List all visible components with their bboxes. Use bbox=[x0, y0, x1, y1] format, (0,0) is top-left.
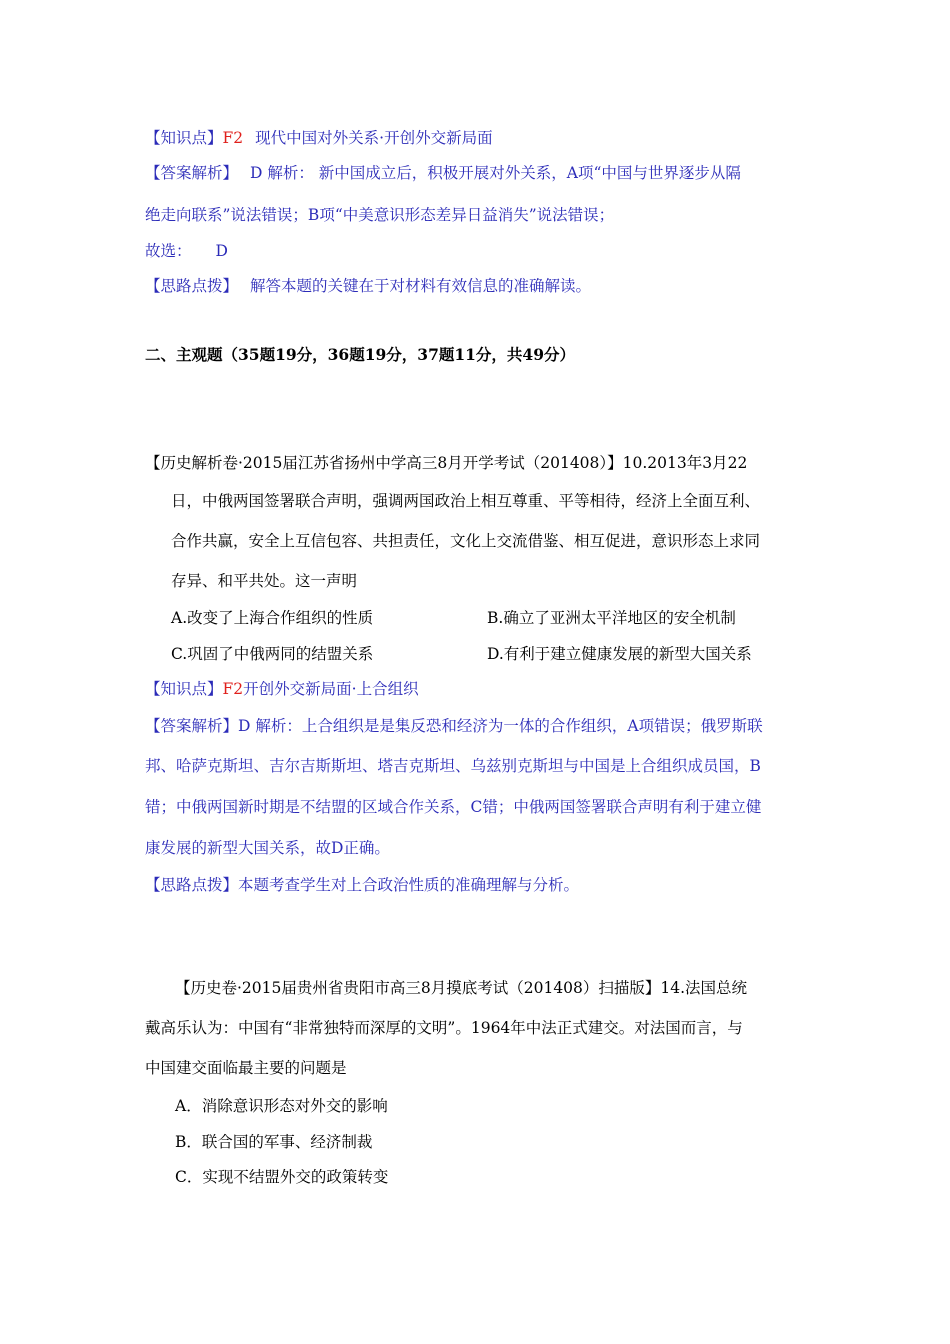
thinking-text: 解答本题的关键在于对材料有效信息的准确解读。 bbox=[250, 277, 592, 295]
answer-tag: 【答案解析】 bbox=[145, 164, 239, 182]
option-c: C.巩固了中俄两同的结盟关系 bbox=[171, 645, 374, 663]
thinking-line-1 bbox=[145, 276, 591, 296]
question-3-line-3: 中国建交面临最主要的问题是 bbox=[145, 1059, 347, 1077]
question-2-line-3: 合作共赢，安全上互信包容、共担责任，文化上交流借鉴、相互促进，意识形态上求同 bbox=[171, 532, 761, 550]
thinking-tag: 【思路点拨】 bbox=[145, 277, 239, 295]
option-b: B．联合国的军事、经济制裁 bbox=[175, 1133, 373, 1151]
option-a: A．消除意识形态对外交的影响 bbox=[175, 1097, 388, 1115]
question-2-line-4: 存异、和平共处。这一声明 bbox=[171, 572, 358, 590]
answer-analysis-2-line-3: 错；中俄两国新时期是不结盟的区域合作关系，C错；中俄两国签署联合声明有利于建立健 bbox=[145, 798, 762, 816]
question-3-line-1: 【历史卷·2015届贵州省贵阳市高三8月摸底考试（201408）扫描版】14.法国总统 bbox=[175, 979, 748, 997]
answer-analysis-line-2: 绝走向联系”说法错误；B项“中美意识形态差异日益消失”说法错误； bbox=[145, 206, 615, 224]
answer-analysis-2-line-1 bbox=[145, 716, 763, 736]
answer-text: D 解析：上合组织是是集反恐和经济为一体的合作组织，A项错误；俄罗斯联 bbox=[238, 717, 763, 735]
thinking-line-2 bbox=[145, 875, 579, 895]
option-a: A.改变了上海合作组织的性质 bbox=[171, 609, 374, 627]
thinking-tag: 【思路点拨】 bbox=[145, 876, 239, 894]
answer-analysis-line-1 bbox=[145, 163, 741, 183]
knowledge-code: F2 bbox=[222, 129, 244, 147]
question-2-line-2: 日，中俄两国签署联合声明，强调两国政治上相互尊重、平等相待，经济上全面互利、 bbox=[171, 492, 761, 510]
question-3-line-2: 戴高乐认为：中国有“非常独特而深厚的文明”。1964年中法正式建交。对法国而言，与 bbox=[145, 1019, 743, 1037]
answer-text: D 解析： 新中国成立后，积极开展对外关系，A项“中国与世界逐步从隔 bbox=[250, 164, 741, 182]
knowledge-point-line-2 bbox=[145, 679, 419, 699]
option-c: C．实现不结盟外交的政策转变 bbox=[175, 1168, 389, 1186]
knowledge-text: 开创外交新局面·上合组织 bbox=[243, 680, 419, 698]
knowledge-text: 现代中国对外关系·开创外交新局面 bbox=[255, 129, 493, 147]
question-2-line-1: 【历史解析卷·2015届江苏省扬州中学高三8月开学考试（201408）】10.2013年3月22 bbox=[145, 454, 748, 472]
knowledge-point-line-1 bbox=[145, 128, 493, 148]
answer-analysis-2-line-2: 邦、哈萨克斯坦、吉尔吉斯斯坦、塔吉克斯坦、乌兹别克斯坦与中国是上合组织成员国，B bbox=[145, 757, 761, 775]
knowledge-code: F2 bbox=[222, 680, 244, 698]
thinking-text: 本题考查学生对上合政治性质的准确理解与分析。 bbox=[238, 876, 580, 894]
option-d: D.有利于建立健康发展的新型大国关系 bbox=[487, 645, 752, 663]
answer-analysis-2-line-4: 康发展的新型大国关系，故D正确。 bbox=[145, 839, 390, 857]
choice-label: 故选： bbox=[145, 242, 192, 260]
answer-tag: 【答案解析】 bbox=[145, 717, 239, 735]
choice-line bbox=[145, 241, 228, 261]
section-heading: 二、主观题（35题19分，36题19分，37题11分，共49分） bbox=[145, 345, 575, 364]
knowledge-tag: 【知识点】 bbox=[145, 680, 223, 698]
option-b: B.确立了亚洲太平洋地区的安全机制 bbox=[487, 609, 736, 627]
knowledge-tag: 【知识点】 bbox=[145, 129, 223, 147]
choice-value: D bbox=[215, 242, 228, 260]
